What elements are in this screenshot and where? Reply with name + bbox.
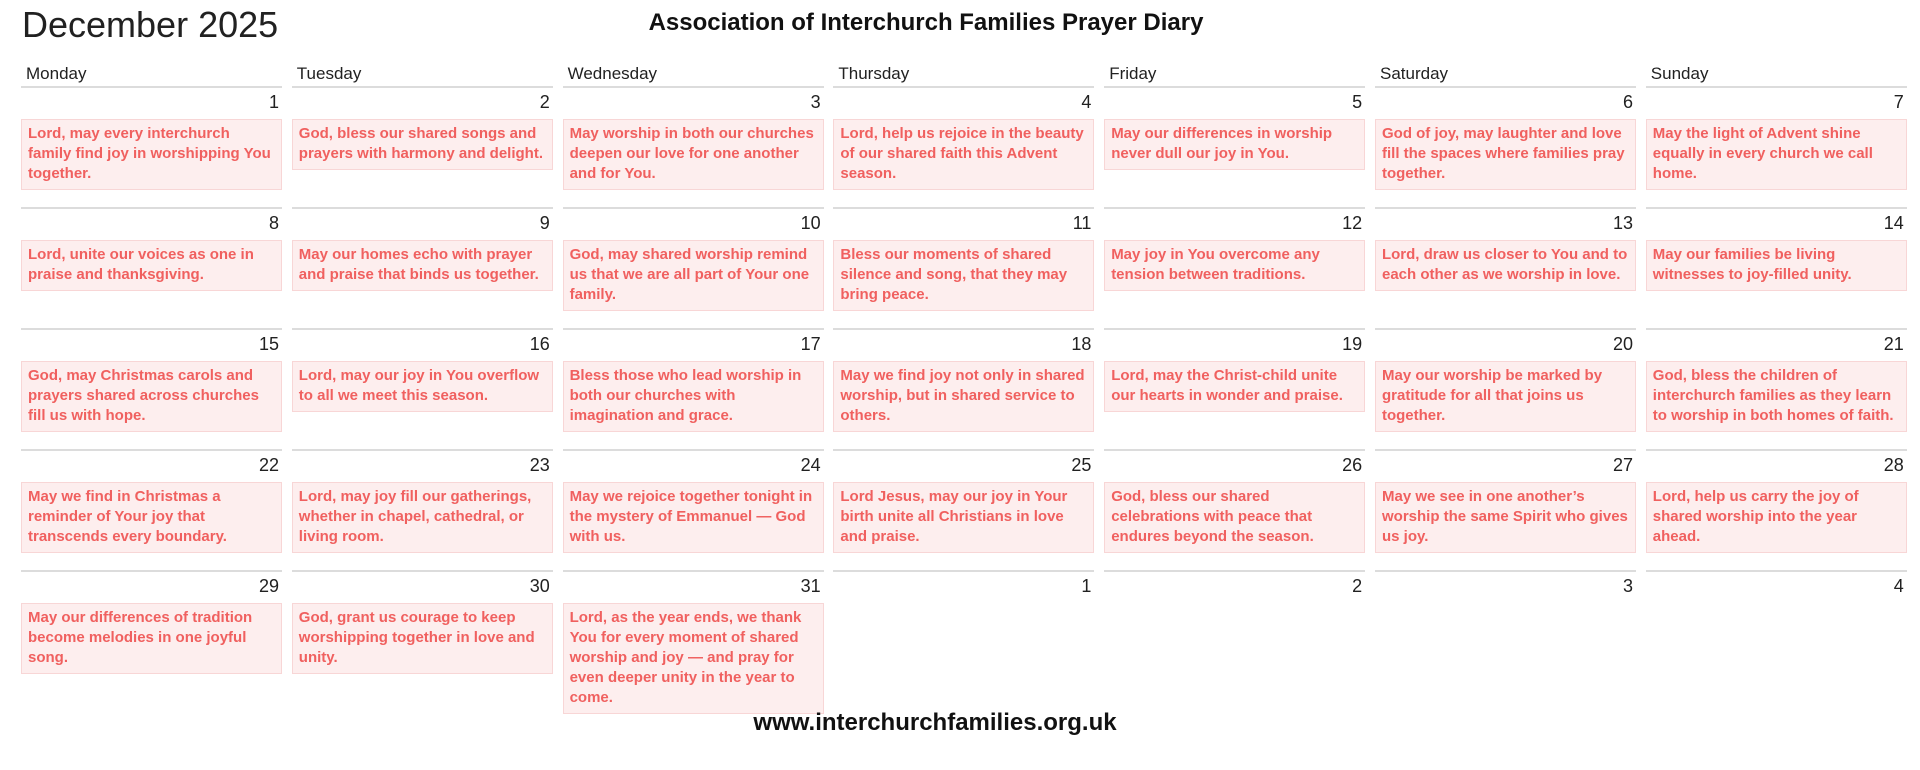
calendar-day-cell[interactable] (1646, 88, 1907, 209)
calendar-day-cell[interactable] (21, 207, 282, 328)
calendar-day-cell[interactable] (1646, 207, 1907, 328)
prayer-event[interactable]: May our differences in worship never dull our joy in You. (1104, 119, 1365, 170)
day-number: 21 (1883, 334, 1904, 354)
prayer-event[interactable]: Lord, help us carry the joy of shared worship into the year ahead. (1646, 482, 1907, 553)
calendar-day-cell[interactable] (563, 449, 824, 570)
prayer-event[interactable]: May our differences of tradition become melodies in one joyful song. (21, 603, 282, 674)
day-number: 3 (1622, 576, 1633, 596)
calendar-week-row (21, 88, 1904, 209)
weekday-monday: Monday (21, 62, 282, 88)
calendar-day-cell[interactable] (21, 449, 282, 570)
day-number: 1 (1081, 576, 1092, 596)
day-number: 8 (268, 213, 279, 233)
prayer-event[interactable]: May we find joy not only in shared worship, but in shared service to others. (833, 361, 1094, 432)
weekday-saturday: Saturday (1375, 62, 1636, 88)
day-number: 25 (1071, 455, 1092, 475)
weekday-sunday: Sunday (1646, 62, 1907, 88)
day-number: 24 (800, 455, 821, 475)
prayer-event[interactable]: May we rejoice together tonight in the mystery of Emmanuel — God with us. (563, 482, 824, 553)
weekday-wednesday: Wednesday (563, 62, 824, 88)
prayer-event[interactable]: May we see in one another’s worship the same Spirit who gives us joy. (1375, 482, 1636, 553)
calendar-day-cell[interactable] (292, 207, 553, 328)
prayer-event[interactable]: God, bless the children of interchurch families as they learn to worship in both homes of faith. (1646, 361, 1907, 432)
prayer-event[interactable]: Lord Jesus, may our joy in Your birth unite all Christians in love and praise. (833, 482, 1094, 553)
calendar-day-cell[interactable] (292, 570, 553, 691)
prayer-event[interactable]: May the light of Advent shine equally in every church we call home. (1646, 119, 1907, 190)
calendar-day-cell[interactable] (1646, 570, 1907, 691)
day-number: 6 (1622, 92, 1633, 112)
prayer-event[interactable]: Lord, draw us closer to You and to each other as we worship in love. (1375, 240, 1636, 291)
prayer-event[interactable]: May our families be living witnesses to joy-filled unity. (1646, 240, 1907, 291)
day-number: 19 (1342, 334, 1363, 354)
prayer-event[interactable]: Lord, unite our voices as one in praise and thanksgiving. (21, 240, 282, 291)
day-number: 30 (529, 576, 550, 596)
day-number: 22 (258, 455, 279, 475)
day-number: 20 (1612, 334, 1633, 354)
prayer-event[interactable]: May worship in both our churches deepen our love for one another and for You. (563, 119, 824, 190)
prayer-event[interactable]: May we find in Christmas a reminder of Your joy that transcends every boundary. (21, 482, 282, 553)
calendar-day-cell[interactable] (21, 328, 282, 449)
day-number: 1 (268, 92, 279, 112)
calendar-day-cell[interactable] (1646, 449, 1907, 570)
day-number: 16 (529, 334, 550, 354)
calendar-day-cell[interactable] (21, 570, 282, 691)
calendar-day-cell[interactable] (833, 207, 1094, 328)
day-number: 4 (1081, 92, 1092, 112)
prayer-event[interactable]: God, bless our shared celebrations with peace that endures beyond the season. (1104, 482, 1365, 553)
day-number: 29 (258, 576, 279, 596)
calendar-day-cell[interactable] (833, 570, 1094, 691)
day-number: 5 (1352, 92, 1363, 112)
calendar-day-cell[interactable] (833, 88, 1094, 209)
weekday-thursday: Thursday (833, 62, 1094, 88)
day-number: 26 (1342, 455, 1363, 475)
day-number: 12 (1342, 213, 1363, 233)
calendar-day-cell[interactable] (563, 207, 824, 328)
calendar-week-row (21, 570, 1904, 706)
day-number: 3 (810, 92, 821, 112)
day-number: 4 (1893, 576, 1904, 596)
prayer-event[interactable]: May joy in You overcome any tension between traditions. (1104, 240, 1365, 291)
prayer-event[interactable]: God, grant us courage to keep worshipping together in love and unity. (292, 603, 553, 674)
day-number: 18 (1071, 334, 1092, 354)
day-number: 28 (1883, 455, 1904, 475)
calendar-day-cell[interactable] (1104, 449, 1365, 570)
prayer-event[interactable]: May our homes echo with prayer and praise that binds us together. (292, 240, 553, 291)
calendar-day-cell[interactable] (1646, 328, 1907, 449)
calendar-day-cell[interactable] (833, 449, 1094, 570)
calendar-day-cell[interactable] (1375, 88, 1636, 209)
prayer-event[interactable]: Lord, may every interchurch family find joy in worshipping You together. (21, 119, 282, 190)
day-number: 23 (529, 455, 550, 475)
day-number: 9 (539, 213, 550, 233)
calendar-day-cell[interactable] (563, 570, 824, 706)
prayer-event[interactable]: Bless our moments of shared silence and song, that they may bring peace. (833, 240, 1094, 311)
calendar-day-cell[interactable] (1375, 570, 1636, 691)
day-number: 7 (1893, 92, 1904, 112)
day-number: 17 (800, 334, 821, 354)
calendar-day-cell[interactable] (563, 88, 824, 209)
prayer-event[interactable]: May our worship be marked by gratitude for all that joins us together. (1375, 361, 1636, 432)
day-number: 2 (1352, 576, 1363, 596)
calendar-week-row (21, 328, 1904, 449)
prayer-event[interactable]: God, bless our shared songs and prayers with harmony and delight. (292, 119, 553, 170)
day-number: 14 (1883, 213, 1904, 233)
weekday-header-row (21, 62, 1901, 88)
calendar-day-cell[interactable] (1375, 207, 1636, 328)
calendar-day-cell[interactable] (1104, 328, 1365, 449)
calendar-day-cell[interactable] (1104, 88, 1365, 209)
day-number: 10 (800, 213, 821, 233)
day-number: 11 (1072, 213, 1092, 233)
month-title: December 2025 (22, 4, 279, 45)
prayer-event[interactable]: Lord, help us rejoice in the beauty of our shared faith this Advent season. (833, 119, 1094, 190)
website-footer[interactable]: www.interchurchfamilies.org.uk (753, 709, 1117, 736)
calendar-day-cell[interactable] (1375, 449, 1636, 570)
day-number: 2 (539, 92, 550, 112)
calendar-day-cell[interactable] (1375, 328, 1636, 449)
prayer-event[interactable]: Lord, may the Christ-child unite our hearts in wonder and praise. (1104, 361, 1365, 412)
calendar-week-row (21, 207, 1904, 328)
day-number: 31 (800, 576, 821, 596)
prayer-event[interactable]: Lord, as the year ends, we thank You for every moment of shared worship and joy — and pray for even deeper unity in the year to come. (563, 603, 824, 714)
prayer-event[interactable]: God, may Christmas carols and prayers shared across churches fill us with hope. (21, 361, 282, 432)
calendar-day-cell[interactable] (1104, 207, 1365, 328)
calendar-day-cell[interactable] (1104, 570, 1365, 691)
day-number: 15 (258, 334, 279, 354)
calendar-day-cell[interactable] (292, 328, 553, 449)
calendar-day-cell[interactable] (292, 449, 553, 570)
prayer-event[interactable]: God, may shared worship remind us that we are all part of Your one family. (563, 240, 824, 311)
weekday-friday: Friday (1104, 62, 1365, 88)
calendar-day-cell[interactable] (833, 328, 1094, 449)
calendar-day-cell[interactable] (292, 88, 553, 209)
diary-title: Association of Interchurch Families Prayer Diary (648, 9, 1204, 36)
weekday-tuesday: Tuesday (292, 62, 553, 88)
prayer-event[interactable]: God of joy, may laughter and love fill the spaces where families pray together. (1375, 119, 1636, 190)
day-number: 13 (1612, 213, 1633, 233)
prayer-event[interactable]: Bless those who lead worship in both our churches with imagination and grace. (563, 361, 824, 432)
calendar-week-row (21, 449, 1904, 570)
prayer-event[interactable]: Lord, may our joy in You overflow to all we meet this season. (292, 361, 553, 412)
prayer-event[interactable]: Lord, may joy fill our gatherings, whether in chapel, cathedral, or living room. (292, 482, 553, 553)
day-number: 27 (1612, 455, 1633, 475)
calendar-day-cell[interactable] (563, 328, 824, 449)
calendar-day-cell[interactable] (21, 88, 282, 209)
